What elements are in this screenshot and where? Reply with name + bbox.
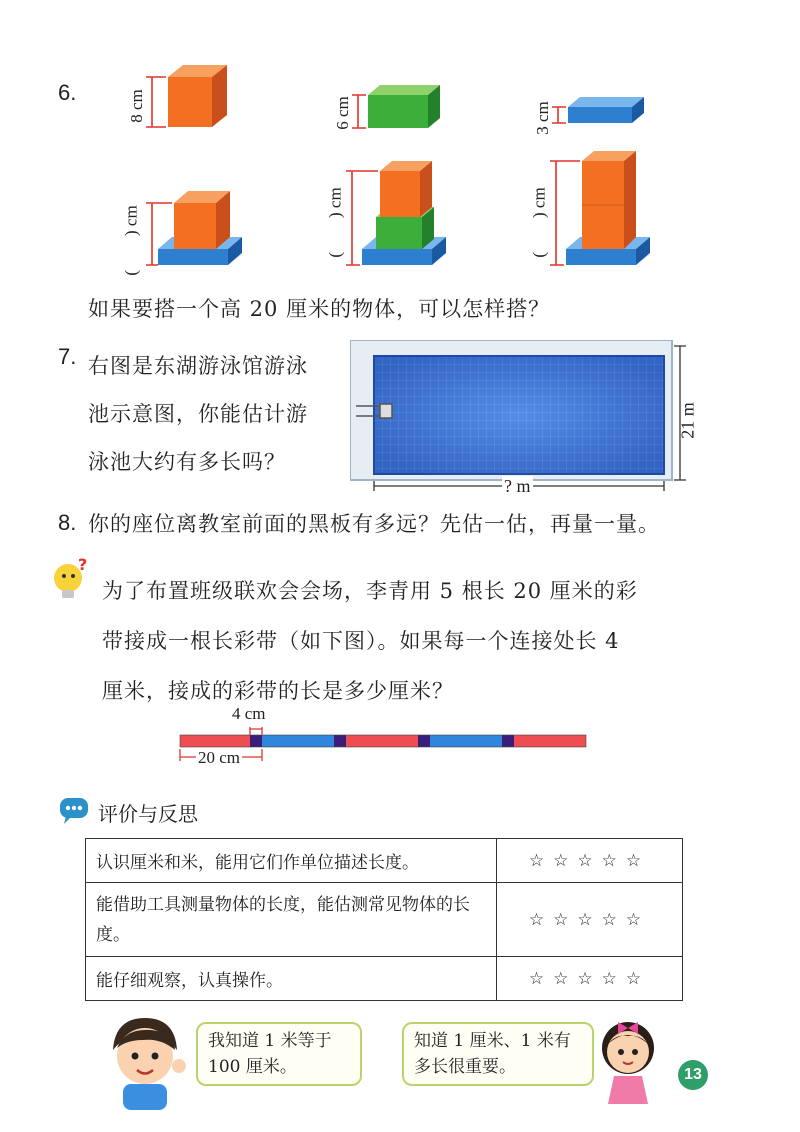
green-block-6cm [352, 85, 440, 128]
block-label-3cm: 3 cm [533, 101, 552, 135]
star-rating[interactable]: ☆☆☆☆☆ [497, 839, 683, 883]
lightbulb-icon [50, 556, 92, 608]
question-6-text: 如果要搭一个高 20 厘米的物体，可以怎样搭？ [88, 297, 551, 321]
pool-length-label: ? m [504, 476, 531, 496]
combo-1-height-blank: ( ) cm [121, 205, 141, 276]
question-7-number: 7. [58, 344, 77, 369]
ribbon-segment-label: 20 cm [198, 748, 241, 767]
think-line-1: 为了布置班级联欢会会场，李青用 5 根长 20 厘米的彩 [102, 579, 638, 603]
evaluation-row [86, 957, 683, 1001]
evaluation-table [85, 838, 683, 1001]
question-7-text [88, 342, 308, 486]
evaluation-title: 评价与反思 [98, 802, 198, 826]
stacking-blocks-figure [110, 55, 670, 285]
question-7-line-2: 池示意图，你能估计游 [88, 402, 308, 426]
blue-block-3cm [552, 97, 644, 123]
boy-speech-bubble: 我知道 1 米等于 100 厘米。 [196, 1022, 362, 1086]
boy-character-illustration [95, 1010, 195, 1110]
combo-blue-two-orange [550, 151, 650, 265]
question-6-number: 6. [58, 80, 77, 105]
think-line-2: 带接成一根长彩带（如下图）。如果每一个连接处长 4 [102, 629, 620, 653]
star-rating[interactable]: ☆☆☆☆☆ [497, 957, 683, 1001]
evaluation-row-text: 能借助工具测量物体的长度，能估测常见物体的长度。 [86, 883, 497, 957]
combo-blue-orange [146, 191, 242, 265]
svg-text:?: ? [78, 556, 88, 574]
ribbon-overlap-label: 4 cm [232, 704, 266, 723]
girl-character-illustration [590, 1004, 666, 1104]
page-number: 13 [678, 1060, 708, 1090]
think-line-3: 厘米，接成的彩带的长是多少厘米？ [102, 679, 454, 703]
star-rating[interactable]: ☆☆☆☆☆ [497, 883, 683, 957]
pool-width-label: 21 m [677, 402, 698, 439]
question-8-text: 你的座位离教室前面的黑板有多远？先估一估，再量一量。 [88, 512, 660, 536]
evaluation-row-text: 认识厘米和米，能用它们作单位描述长度。 [86, 839, 497, 883]
evaluation-row-text: 能仔细观察，认真操作。 [86, 957, 497, 1001]
think-question-text [102, 566, 638, 716]
girl-speech-bubble: 知道 1 厘米、1 米有多长很重要。 [402, 1022, 594, 1086]
question-7-line-3: 泳池大约有多长吗？ [88, 450, 286, 474]
evaluation-row [86, 839, 683, 883]
orange-block-8cm [146, 65, 227, 127]
block-label-8cm: 8 cm [127, 89, 146, 123]
combo-2-height-blank: ( ) cm [325, 187, 345, 258]
block-label-6cm: 6 cm [333, 96, 352, 130]
combo-3-height-blank: ( ) cm [529, 187, 549, 258]
question-8-number: 8. [58, 510, 77, 535]
chat-icon [58, 796, 90, 826]
question-7-line-1: 右图是东湖游泳馆游泳 [88, 354, 308, 378]
evaluation-row [86, 883, 683, 957]
combo-blue-green-orange [346, 161, 446, 265]
